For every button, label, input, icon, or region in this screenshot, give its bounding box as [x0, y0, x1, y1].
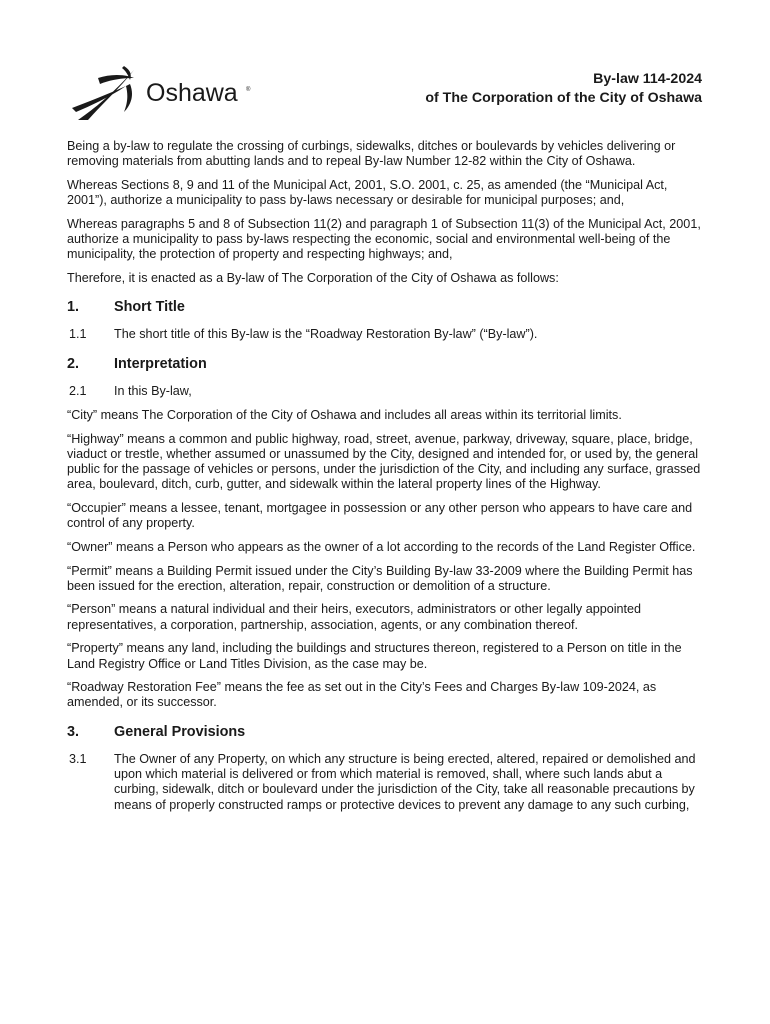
section-heading [67, 357, 707, 372]
section-heading [67, 725, 707, 740]
clause-text: In this By-law, [114, 383, 192, 398]
clause [67, 384, 707, 399]
bylaw-number: By-law 114-2024 [593, 71, 702, 87]
definition: “Highway” means a common and public highway, road, street, avenue, parkway, driveway, square, place, bridge, viaduct or trestle, whether assumed or unassumed by the City, designed and intended for, or used by, the general public for the passage of vehicles or persons, under the jurisdiction of the City, and including any surface, grassed area, boulevard, ditch, curb, gutter, and sidewalk within the lateral property lines of the Highway. [67, 431, 701, 492]
preamble-paragraph: Whereas Sections 8, 9 and 11 of the Municipal Act, 2001, S.O. 2001, c. 25, as amended (the “Municipal Act, 2001”), authorize a municipality to pass by-laws necessary or desirable for municipal purposes; and, [67, 177, 668, 208]
clause-text: The Owner of any Property, on which any structure is being erected, altered, repaired or demolished and upon which material is delivered or from which material is removed, shall, where such lands abut a curbing, sidewalk, ditch or boulevard under the jurisdiction of the City, take all reasonable precautions by means of properly constructed ramps or protective devices to prevent any damage to any such curbing, [114, 751, 696, 812]
clause [67, 752, 707, 813]
preamble-paragraph: Being a by-law to regulate the crossing of curbings, sidewalks, ditches or boulevards by vehicles delivering or removing materials from abutting lands and to repeal By-law Number 12-82 within the City of Oshawa. [67, 139, 676, 169]
corporation-line: of The Corporation of the City of Oshawa [425, 90, 702, 106]
document-title [425, 70, 702, 108]
section-number: 3. [67, 723, 80, 740]
clause-number: 2.1 [69, 383, 87, 398]
definition: “Owner” means a Person who appears as the owner of a lot according to the records of the Land Register Office. [67, 539, 696, 554]
section-heading [67, 300, 707, 315]
definition: “Roadway Restoration Fee” means the fee as set out in the City’s Fees and Charges By-law 109-2024, as amended, or its successor. [67, 680, 657, 710]
clause-number: 1.1 [69, 327, 87, 342]
svg-text:®: ® [246, 87, 251, 93]
preamble-paragraph: Therefore, it is enacted as a By-law of The Corporation of the City of Oshawa as follows: [67, 270, 559, 285]
oshawa-swirl-icon [68, 64, 268, 124]
definition: “City” means The Corporation of the City of Oshawa and includes all areas within its territorial limits. [67, 407, 622, 422]
city-logo [68, 64, 268, 124]
clause-number: 3.1 [69, 751, 87, 766]
definition: “Property” means any land, including the buildings and structures thereon, registered to a Person on title in the Land Registry Office or Land Titles Division, as the case may be. [67, 641, 682, 671]
section-number: 1. [67, 299, 80, 316]
section-number: 2. [67, 355, 80, 372]
clause-text: The short title of this By-law is the “Roadway Restoration By-law” (“By-law”). [114, 327, 538, 342]
definition: “Person” means a natural individual and their heirs, executors, administrators or other legally appointed representatives, a corporation, partnership, association, agents, or any combination thereof. [67, 602, 642, 632]
section-title: Short Title [114, 299, 185, 316]
definition: “Permit” means a Building Permit issued under the City’s Building By-law 33-2009 where the Building Permit has been issued for the erection, alteration, repair, construction or demolition of a structure. [67, 563, 693, 593]
section-title: General Provisions [114, 723, 246, 740]
preamble-paragraph: Whereas paragraphs 5 and 8 of Subsection 11(2) and paragraph 1 of Subsection 11(3) of the Municipal Act, 2001, authorize a municipality to pass by-laws respecting the economic, social and environmental well-being of the municipality, the protection of property and respecting highways; and, [67, 216, 701, 262]
logo-wordmark: Oshawa [146, 79, 238, 107]
definition: “Occupier” means a lessee, tenant, mortgagee in possession or any other person who appears to have care and control of any property. [67, 500, 693, 531]
clause [67, 327, 707, 342]
section-title: Interpretation [114, 355, 207, 372]
document-body [67, 139, 707, 822]
